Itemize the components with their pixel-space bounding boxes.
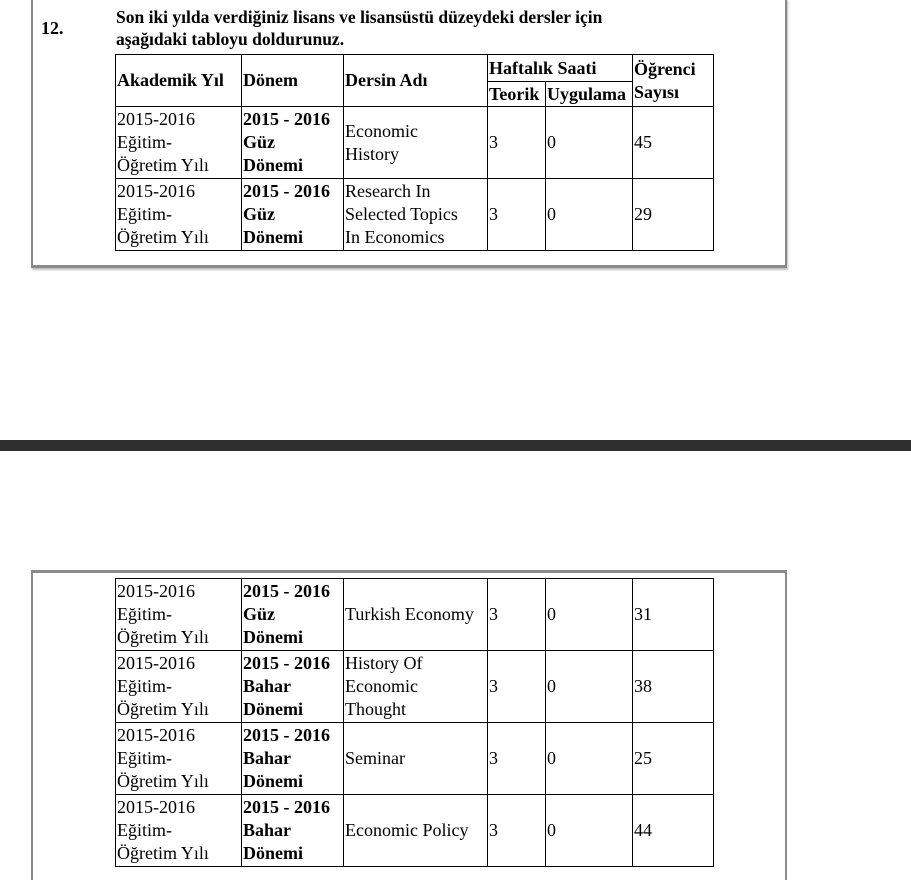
header-student-count-line-1: Öğrenci: [634, 58, 696, 79]
term-line-3: Dönemi: [243, 627, 303, 647]
term-line-1: 2015 - 2016: [243, 181, 330, 201]
header-weekly-hours: Haftalık Saati: [488, 55, 633, 82]
cell-academic-year: [116, 179, 242, 251]
academic-year-line-1: 2015-2016: [117, 181, 195, 201]
term-line-3: Dönemi: [243, 771, 303, 791]
page-separator: [0, 440, 911, 451]
header-term: Dönem: [242, 55, 344, 107]
cell-academic-year: [116, 723, 242, 795]
header-academic-year: Akademik Yıl: [116, 55, 242, 107]
course-name-line-1: Economic Policy: [345, 820, 469, 840]
question-text-line-1: Son iki yılda verdiğiniz lisans ve lisansüstü düzeydeki dersler için: [116, 7, 603, 27]
course-name-line-1: Economic: [345, 120, 418, 141]
cell-theory-hours: 3: [488, 107, 546, 179]
header-practice: Uygulama: [546, 82, 633, 107]
table-row: [116, 795, 714, 867]
question-text: [116, 6, 716, 50]
academic-year-line-3: Öğretim Yılı: [117, 227, 209, 247]
header-student-count: [633, 55, 714, 107]
academic-year-line-3: Öğretim Yılı: [117, 771, 209, 791]
table-body-page-1: [116, 107, 714, 251]
question-number: 12.: [41, 18, 64, 38]
term-line-3: Dönemi: [243, 155, 303, 175]
header-theory: Teorik: [488, 82, 546, 107]
cell-student-count: 38: [633, 651, 714, 723]
question-text-line-2: aşağıdaki tabloyu doldurunuz.: [116, 29, 345, 49]
cell-term: [242, 651, 344, 723]
cell-course-name: [344, 723, 488, 795]
cell-practice-hours: 0: [546, 179, 633, 251]
academic-year-line-1: 2015-2016: [117, 109, 195, 129]
cell-term: [242, 795, 344, 867]
term-line-2: Bahar: [243, 676, 292, 696]
academic-year-line-3: Öğretim Yılı: [117, 843, 209, 863]
academic-year-line-1: 2015-2016: [117, 725, 195, 745]
academic-year-line-2: Eğitim-: [117, 748, 172, 768]
cell-practice-hours: 0: [546, 723, 633, 795]
courses-table-page-2: [115, 578, 714, 867]
academic-year-line-1: 2015-2016: [117, 797, 195, 817]
academic-year-line-3: Öğretim Yılı: [117, 155, 209, 175]
cell-course-name: [344, 651, 488, 723]
cell-practice-hours: 0: [546, 795, 633, 867]
table-body-page-2: [116, 579, 714, 867]
academic-year-line-3: Öğretim Yılı: [117, 627, 209, 647]
academic-year-line-2: Eğitim-: [117, 820, 172, 840]
cell-theory-hours: 3: [488, 179, 546, 251]
cell-academic-year: [116, 795, 242, 867]
cell-practice-hours: 0: [546, 579, 633, 651]
term-line-1: 2015 - 2016: [243, 109, 330, 129]
term-line-1: 2015 - 2016: [243, 653, 330, 673]
course-name-line-1: History Of: [345, 653, 423, 673]
table-row: [116, 179, 714, 251]
table-row: [116, 723, 714, 795]
course-name-line-2: History: [345, 143, 399, 164]
course-name-line-1: Seminar: [345, 748, 405, 768]
cell-student-count: 29: [633, 179, 714, 251]
academic-year-line-2: Eğitim-: [117, 204, 172, 224]
term-line-1: 2015 - 2016: [243, 797, 330, 817]
cell-theory-hours: 3: [488, 651, 546, 723]
cell-student-count: 45: [633, 107, 714, 179]
cell-term: [242, 723, 344, 795]
cell-term: [242, 107, 344, 179]
cell-student-count: 31: [633, 579, 714, 651]
table-row: [116, 579, 714, 651]
course-name-line-2: Economic: [345, 676, 418, 696]
term-line-2: Bahar: [243, 820, 292, 840]
academic-year-line-1: 2015-2016: [117, 653, 195, 673]
cell-academic-year: [116, 651, 242, 723]
cell-term: [242, 179, 344, 251]
academic-year-line-3: Öğretim Yılı: [117, 699, 209, 719]
header-course-name: Dersin Adı: [344, 55, 488, 107]
term-line-3: Dönemi: [243, 843, 303, 863]
term-line-2: Güz: [243, 604, 276, 624]
cell-course-name: [344, 579, 488, 651]
term-line-2: Güz: [243, 132, 276, 152]
header-student-count-line-2: Sayısı: [634, 81, 680, 102]
cell-student-count: 44: [633, 795, 714, 867]
cell-term: [242, 579, 344, 651]
term-line-3: Dönemi: [243, 699, 303, 719]
cell-practice-hours: 0: [546, 651, 633, 723]
term-line-3: Dönemi: [243, 227, 303, 247]
course-name-line-1: Turkish Economy: [345, 604, 474, 624]
academic-year-line-2: Eğitim-: [117, 676, 172, 696]
term-line-2: Bahar: [243, 748, 292, 768]
academic-year-line-2: Eğitim-: [117, 132, 172, 152]
course-name-line-1: Research In: [345, 181, 431, 201]
term-line-2: Güz: [243, 204, 276, 224]
academic-year-line-1: 2015-2016: [117, 581, 195, 601]
cell-course-name: [344, 179, 488, 251]
course-name-line-3: In Economics: [345, 227, 445, 247]
cell-academic-year: [116, 579, 242, 651]
table-row: [116, 651, 714, 723]
course-name-line-3: Thought: [345, 699, 406, 719]
table-row: [116, 107, 714, 179]
cell-course-name: [344, 795, 488, 867]
academic-year-line-2: Eğitim-: [117, 604, 172, 624]
cell-theory-hours: 3: [488, 723, 546, 795]
cell-theory-hours: 3: [488, 579, 546, 651]
cell-student-count: 25: [633, 723, 714, 795]
cell-course-name: [344, 107, 488, 179]
term-line-1: 2015 - 2016: [243, 581, 330, 601]
cell-theory-hours: 3: [488, 795, 546, 867]
term-line-1: 2015 - 2016: [243, 725, 330, 745]
course-name-line-2: Selected Topics: [345, 204, 458, 224]
cell-academic-year: [116, 107, 242, 179]
courses-table-page-1: [115, 54, 714, 251]
cell-practice-hours: 0: [546, 107, 633, 179]
